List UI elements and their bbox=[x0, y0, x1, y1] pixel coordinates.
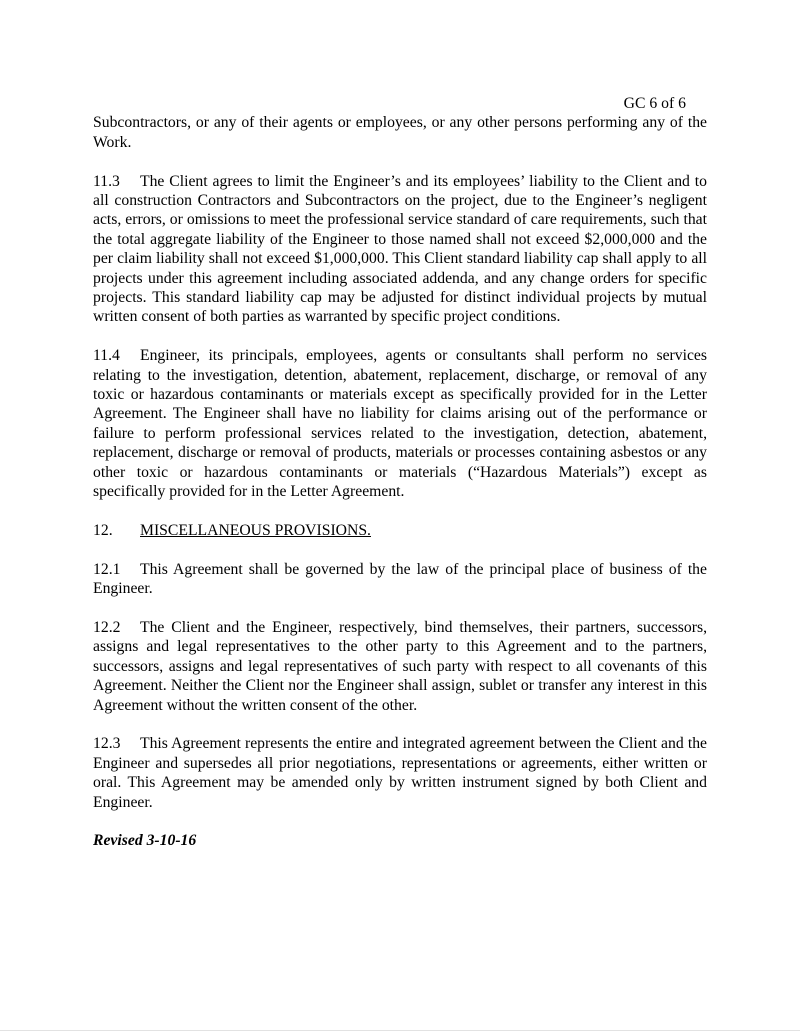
page-number: GC 6 of 6 bbox=[623, 95, 686, 112]
paragraph bbox=[93, 113, 707, 152]
paragraph bbox=[93, 560, 707, 599]
paragraph bbox=[93, 734, 707, 812]
paragraph-number: 12.3 bbox=[93, 735, 121, 753]
paragraph-text: Subcontractors, or any of their agents or employees, or any other persons performing any of the Work. bbox=[93, 114, 707, 151]
paragraph-number: 12.1 bbox=[93, 560, 121, 578]
paragraph-number: 11.3 bbox=[93, 172, 120, 190]
paragraph-number: 11.4 bbox=[93, 347, 120, 365]
revision-note: Revised 3-10-16 bbox=[93, 832, 197, 850]
paragraph-text: This Agreement shall be governed by the law of the principal place of business of the Engineer. bbox=[93, 560, 707, 598]
paragraph-number: 12.2 bbox=[93, 618, 121, 636]
paragraph-text: This Agreement represents the entire and integrated agreement between the Client and the Engineer and supersedes all prior negotiations, representations or agreements, either written or oral. This Agreement may be amended only by written instrument signed by both Client and Engineer. bbox=[93, 735, 707, 811]
paragraph bbox=[93, 346, 707, 501]
page-bottom-edge bbox=[0, 1030, 800, 1031]
paragraph-number: 12. bbox=[93, 521, 113, 539]
paragraph-text: The Client and the Engineer, respectively, bind themselves, their partners, successors, assigns and legal representatives to the other party to this Agreement and to the partners, successors, assigns and legal representatives of such party with respect to all covenants of this Agreement. Neither the Client nor the Engineer shall assign, sublet or transfer any interest in this Agreement without the written consent of the other. bbox=[93, 618, 707, 714]
section-heading bbox=[93, 521, 707, 540]
paragraph-text: The Client agrees to limit the Engineer’s and its employees’ liability to the Client and to all construction Contractors and Subcontractors on the project, due to the Engineer’s negligent acts, errors, or omissions to meet the professional service standard of care requirements, such that the total aggregate liability of the Engineer to those named shall not exceed $2,000,000 and the per claim liability shall not exceed $1,000,000. This Client standard liability cap shall apply to all projects under this agreement including associated addenda, and any change orders for specific projects. This standard liability cap may be adjusted for distinct individual projects by mutual written consent of both parties as warranted by specific project conditions. bbox=[93, 172, 707, 326]
paragraph bbox=[93, 618, 707, 715]
heading-text: MISCELLANEOUS PROVISIONS. bbox=[140, 521, 371, 539]
paragraph bbox=[93, 172, 707, 327]
document-body bbox=[93, 113, 707, 812]
paragraph-text: Engineer, its principals, employees, agents or consultants shall perform no services relating to the investigation, detention, abatement, replacement, discharge, or removal of any toxic or hazardous contaminants or materials except as specifically provided for in the Letter Agreement. The Engineer shall have no liability for claims arising out of the performance or failure to perform professional services related to the investigation, detection, abatement, replacement, discharge or removal of products, materials or processes containing asbestos or any other toxic or hazardous contaminants or materials (“Hazardous Materials”) except as specifically provided for in the Letter Agreement. bbox=[93, 347, 707, 501]
